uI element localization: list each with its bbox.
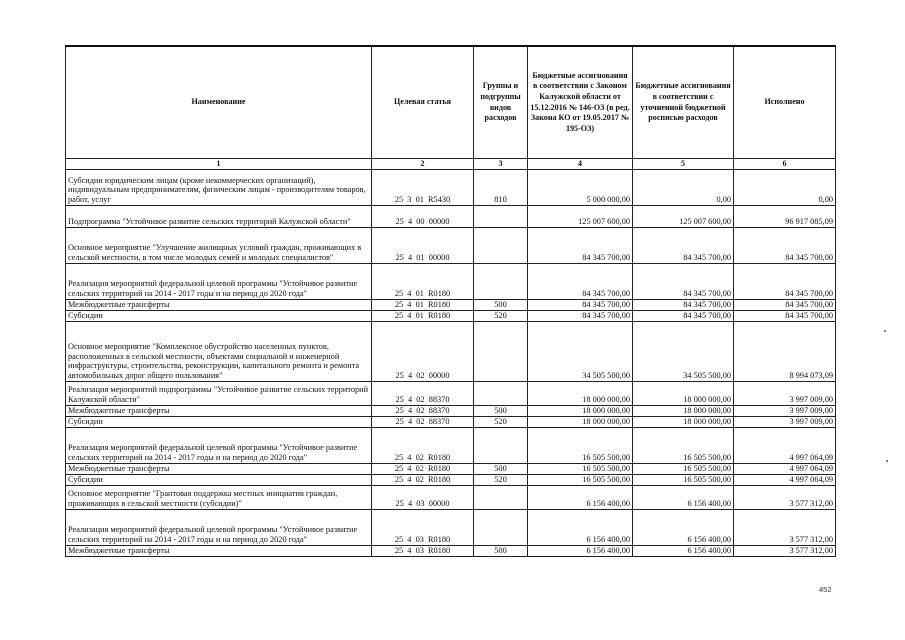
row-law-amount-cell: 18 000 000,00 [528, 417, 633, 428]
row-target-code-cell: 25 4 01 R0180 [372, 264, 474, 300]
row-law-amount-cell: 18 000 000,00 [528, 406, 633, 417]
row-name-cell: Субсидии [66, 417, 372, 428]
row-executed-amount-cell: 3 577 312,00 [734, 546, 836, 557]
header-name: Наименование [66, 46, 372, 159]
row-expense-group-cell [474, 510, 528, 546]
row-target-code-cell: 25 4 03 R0180 [372, 546, 474, 557]
row-law-amount-cell: 84 345 700,00 [528, 311, 633, 322]
row-name-cell: Субсидии [66, 475, 372, 486]
table-row [66, 264, 836, 300]
row-law-amount-cell: 34 505 500,00 [528, 322, 633, 382]
row-law-amount-cell: 6 156 400,00 [528, 510, 633, 546]
row-law-amount-cell: 84 345 700,00 [528, 228, 633, 264]
table-row [66, 464, 836, 475]
row-target-code-cell: 25 4 02 R0180 [372, 464, 474, 475]
row-name-cell: Основное мероприятие "Улучшение жилищных условий граждан, проживающих в сельской местности, в том числе молодых семей и молодых специалистов" [66, 228, 372, 264]
row-name-cell: Реализация мероприятий подпрограммы "Устойчивое развитие сельских территорий Калужской области" [66, 382, 372, 406]
row-target-code-cell: 25 4 02 R0180 [372, 475, 474, 486]
row-target-code-cell: 25 4 03 00000 [372, 486, 474, 510]
column-number: 3 [474, 159, 528, 170]
row-name-cell: Межбюджетные трансферты [66, 464, 372, 475]
table-row [66, 228, 836, 264]
row-executed-amount-cell: 3 577 312,00 [734, 486, 836, 510]
row-plan-amount-cell: 6 156 400,00 [633, 486, 734, 510]
row-executed-amount-cell: 4 997 064,09 [734, 475, 836, 486]
row-executed-amount-cell: 0,00 [734, 170, 836, 206]
row-expense-group-cell: 500 [474, 300, 528, 311]
row-expense-group-cell [474, 382, 528, 406]
row-plan-amount-cell: 6 156 400,00 [633, 546, 734, 557]
row-plan-amount-cell: 18 000 000,00 [633, 406, 734, 417]
row-name-cell: Реализация мероприятий федеральной целевой программы "Устойчивое развитие сельских территорий на 2014 - 2017 годы и на период до 2020 года" [66, 510, 372, 546]
row-executed-amount-cell: 96 917 085,09 [734, 206, 836, 228]
row-law-amount-cell: 16 505 500,00 [528, 464, 633, 475]
row-executed-amount-cell: 84 345 700,00 [734, 311, 836, 322]
row-name-cell: Межбюджетные трансферты [66, 406, 372, 417]
row-plan-amount-cell: 6 156 400,00 [633, 510, 734, 546]
row-executed-amount-cell: 3 577 312,00 [734, 510, 836, 546]
row-executed-amount-cell: 84 345 700,00 [734, 300, 836, 311]
budget-table [65, 45, 836, 557]
table-body [66, 170, 836, 557]
row-plan-amount-cell: 84 345 700,00 [633, 228, 734, 264]
header-executed: Исполнено [734, 46, 836, 159]
row-expense-group-cell: 520 [474, 417, 528, 428]
row-plan-amount-cell: 84 345 700,00 [633, 311, 734, 322]
row-name-cell: Межбюджетные трансферты [66, 546, 372, 557]
row-expense-group-cell: 810 [474, 170, 528, 206]
row-executed-amount-cell: 4 997 064,09 [734, 464, 836, 475]
row-plan-amount-cell: 125 007 600,00 [633, 206, 734, 228]
row-law-amount-cell: 84 345 700,00 [528, 300, 633, 311]
row-target-code-cell: 25 4 01 R0180 [372, 300, 474, 311]
row-expense-group-cell: 500 [474, 464, 528, 475]
row-plan-amount-cell: 18 000 000,00 [633, 382, 734, 406]
row-expense-group-cell [474, 428, 528, 464]
row-plan-amount-cell: 18 000 000,00 [633, 417, 734, 428]
row-executed-amount-cell: 84 345 700,00 [734, 264, 836, 300]
row-target-code-cell: 25 4 02 R0180 [372, 428, 474, 464]
row-expense-group-cell: 500 [474, 546, 528, 557]
table-row [66, 406, 836, 417]
row-executed-amount-cell: 3 997 009,00 [734, 382, 836, 406]
table-row [66, 311, 836, 322]
row-expense-group-cell: 520 [474, 311, 528, 322]
row-law-amount-cell: 16 505 500,00 [528, 428, 633, 464]
row-target-code-cell: 25 4 02 88370 [372, 382, 474, 406]
header-law-allocations: Бюджетные ассигнования в соответствии с Законом Калужской области от 15.12.2016 № 146-ОЗ (в ред. Закона КО от 19.05.2017 № 195-ОЗ) [528, 46, 633, 159]
row-target-code-cell: 25 4 00 00000 [372, 206, 474, 228]
row-target-code-cell: 25 4 02 00000 [372, 322, 474, 382]
table-row [66, 382, 836, 406]
table-row [66, 206, 836, 228]
header-row [66, 46, 836, 159]
column-number: 1 [66, 159, 372, 170]
row-law-amount-cell: 16 505 500,00 [528, 475, 633, 486]
row-name-cell: Субсидии юридическим лицам (кроме некоммерческих организаций), индивидуальным предпринимателям, физическим лицам - производителям товаров, работ, услуг [66, 170, 372, 206]
table-row [66, 322, 836, 382]
row-executed-amount-cell: 3 997 009,00 [734, 417, 836, 428]
row-executed-amount-cell: 8 994 073,09 [734, 322, 836, 382]
row-law-amount-cell: 125 007 600,00 [528, 206, 633, 228]
row-expense-group-cell [474, 206, 528, 228]
header-expense-groups: Группы и подгруппы видов расходов [474, 46, 528, 159]
table-row [66, 546, 836, 557]
row-plan-amount-cell: 84 345 700,00 [633, 300, 734, 311]
row-expense-group-cell [474, 322, 528, 382]
row-plan-amount-cell: 16 505 500,00 [633, 464, 734, 475]
row-name-cell: Межбюджетные трансферты [66, 300, 372, 311]
row-executed-amount-cell: 3 997 009,00 [734, 406, 836, 417]
table-row [66, 428, 836, 464]
table-row [66, 486, 836, 510]
table-row [66, 510, 836, 546]
page-number: 452 [819, 585, 832, 594]
row-target-code-cell: 25 4 02 88370 [372, 406, 474, 417]
row-plan-amount-cell: 16 505 500,00 [633, 428, 734, 464]
row-expense-group-cell [474, 486, 528, 510]
row-law-amount-cell: 6 156 400,00 [528, 546, 633, 557]
row-name-cell: Реализация мероприятий федеральной целевой программы "Устойчивое развитие сельских территорий на 2014 - 2017 годы и на период до 2020 года" [66, 264, 372, 300]
row-law-amount-cell: 6 156 400,00 [528, 486, 633, 510]
row-law-amount-cell: 5 000 000,00 [528, 170, 633, 206]
column-number: 2 [372, 159, 474, 170]
column-number: 4 [528, 159, 633, 170]
header-target-article: Целевая статья [372, 46, 474, 159]
row-executed-amount-cell: 84 345 700,00 [734, 228, 836, 264]
row-expense-group-cell [474, 228, 528, 264]
row-target-code-cell: 25 4 01 R0180 [372, 311, 474, 322]
row-plan-amount-cell: 16 505 500,00 [633, 475, 734, 486]
scan-speck [884, 330, 886, 332]
row-target-code-cell: 25 4 03 R0180 [372, 510, 474, 546]
row-law-amount-cell: 84 345 700,00 [528, 264, 633, 300]
column-number: 5 [633, 159, 734, 170]
table-row [66, 475, 836, 486]
table-row [66, 417, 836, 428]
row-expense-group-cell: 500 [474, 406, 528, 417]
row-plan-amount-cell: 0,00 [633, 170, 734, 206]
column-number-row [66, 159, 836, 170]
header-refined-allocations: Бюджетные ассигнования в соответствии с уточненной бюджетной росписью расходов [633, 46, 734, 159]
row-target-code-cell: 25 4 02 88370 [372, 417, 474, 428]
row-target-code-cell: 25 4 01 00000 [372, 228, 474, 264]
row-target-code-cell: 25 3 01 R5430 [372, 170, 474, 206]
row-plan-amount-cell: 84 345 700,00 [633, 264, 734, 300]
table-row [66, 170, 836, 206]
row-expense-group-cell: 520 [474, 475, 528, 486]
row-name-cell: Реализация мероприятий федеральной целевой программы "Устойчивое развитие сельских территорий на 2014 - 2017 годы и на период до 2020 года" [66, 428, 372, 464]
row-law-amount-cell: 18 000 000,00 [528, 382, 633, 406]
row-executed-amount-cell: 4 997 064,09 [734, 428, 836, 464]
column-number: 6 [734, 159, 836, 170]
scan-speck [886, 460, 888, 462]
row-name-cell: Основное мероприятие "Комплексное обустройство населенных пунктов, расположенных в сельской местности, объектами социальной и инженерной инфраструктуры, строительства, реконструкции, капитального ремонта и ремонта автомобильных дорог общего пользования" [66, 322, 372, 382]
table-row [66, 300, 836, 311]
row-plan-amount-cell: 34 505 500,00 [633, 322, 734, 382]
row-name-cell: Субсидии [66, 311, 372, 322]
row-name-cell: Основное мероприятие "Грантовая поддержка местных инициатив граждан, проживающих в сельской местности (субсидии)" [66, 486, 372, 510]
row-name-cell: Подпрограмма "Устойчивое развитие сельских территорий Калужской области" [66, 206, 372, 228]
row-expense-group-cell [474, 264, 528, 300]
